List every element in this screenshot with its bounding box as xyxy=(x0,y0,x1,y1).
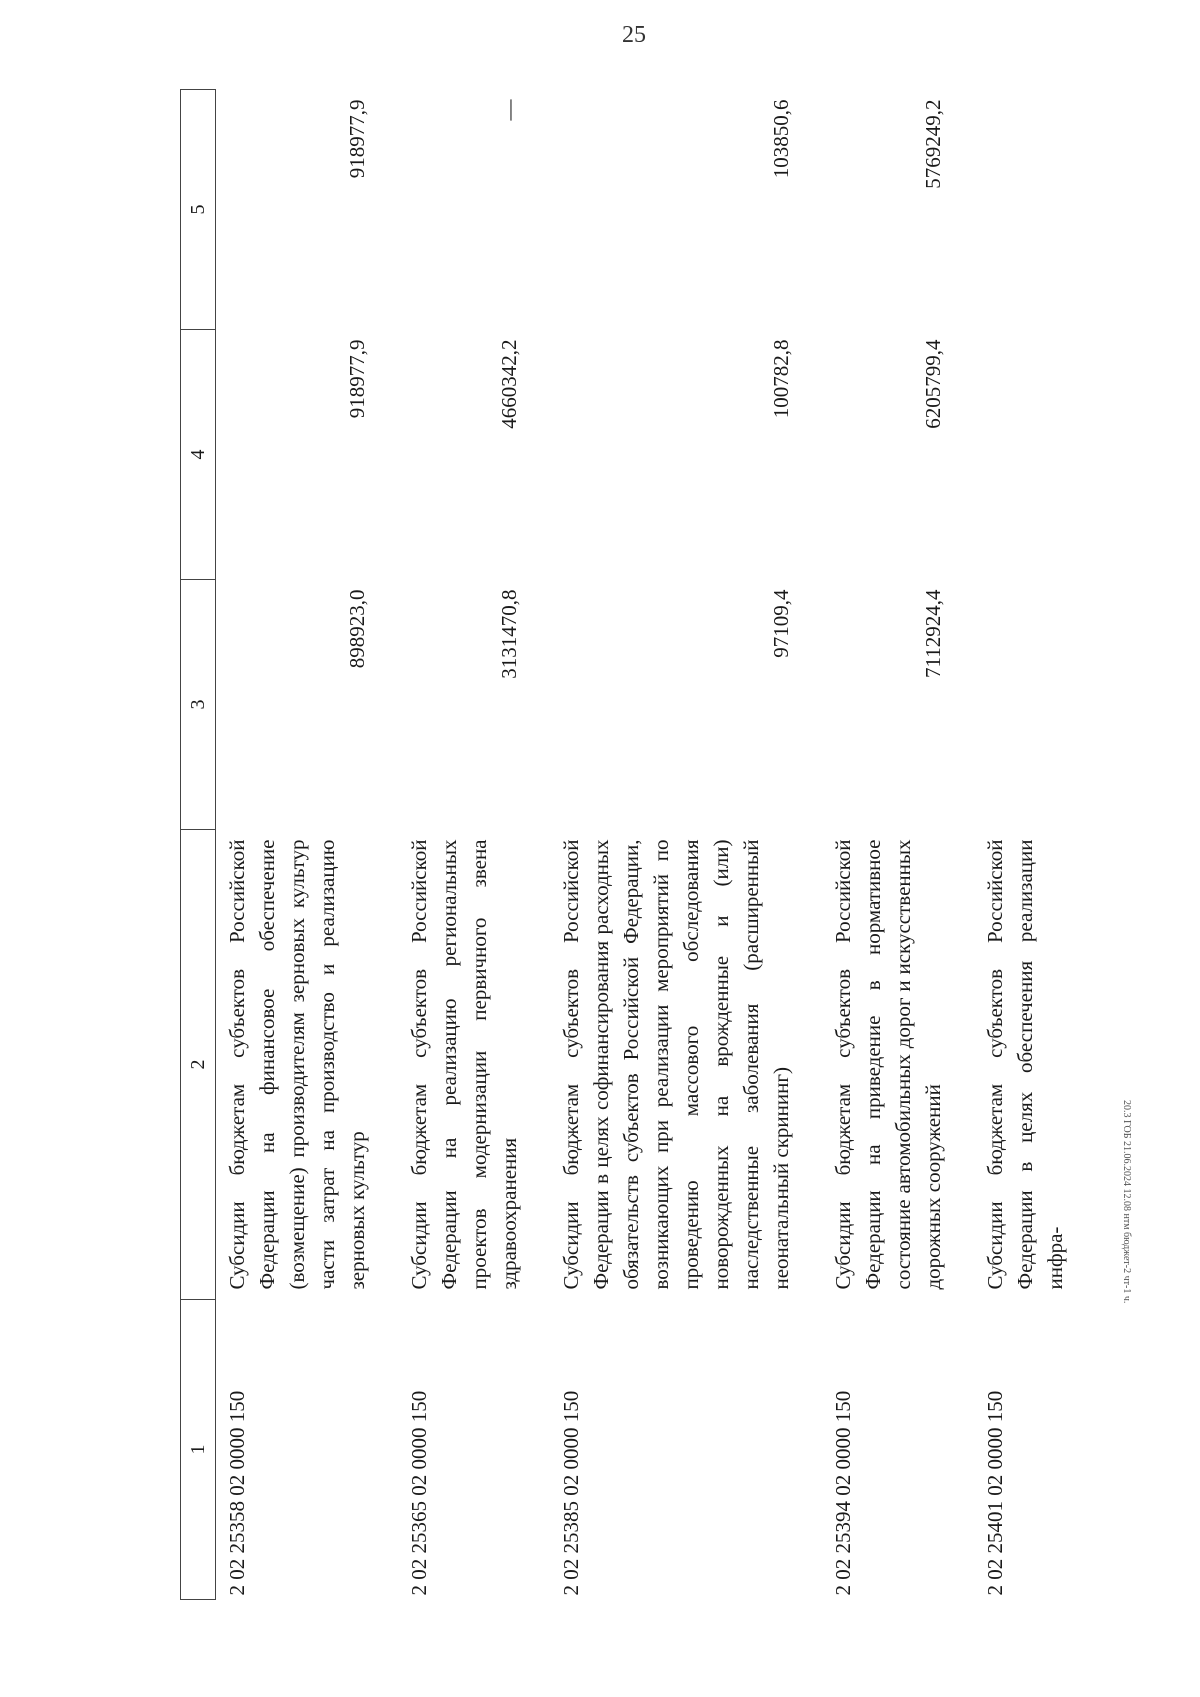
page-number: 25 xyxy=(622,22,646,48)
header-col-3: 3 xyxy=(181,580,216,830)
row-value-col4 xyxy=(974,330,1096,580)
row-value-col4: 4660342,2 xyxy=(497,339,521,429)
table-row xyxy=(398,90,550,1600)
row-value-col3: 7112924,4 xyxy=(921,589,945,678)
table-row xyxy=(216,90,399,1600)
row-value-col3: 898923,0 xyxy=(345,589,369,669)
row-value-col5: 103850,6 xyxy=(769,99,793,179)
footer-code: 20.3 ГОБ 21.06.2024 12.08 нтм бюджет-2 чт-1 ч. xyxy=(1121,1100,1132,1304)
row-code: 2 02 25358 02 0000 150 xyxy=(225,1390,249,1596)
row-value-col5: 5769249,2 xyxy=(921,99,945,189)
budget-table xyxy=(180,89,1096,1600)
row-value-col4: 918977,9 xyxy=(345,339,369,419)
table-row xyxy=(822,90,974,1600)
table-row xyxy=(550,90,822,1600)
row-code: 2 02 25394 02 0000 150 xyxy=(831,1390,855,1596)
row-name: Субсидии бюджетам субъектов Российской Федерации в целях софинансирования расходных обязательств субъектов Российской Федерации, возникающих при реализации мероприятий по проведению массового обследования новорожденных на врожденные и (или) наследственные заболевания (расширенный неонатальный скрининг) xyxy=(559,839,793,1290)
row-name: Субсидии бюджетам субъектов Российской Федерации на реализацию региональных проектов модернизации первичного звена здравоохранения xyxy=(407,839,521,1290)
header-col-2: 2 xyxy=(181,830,216,1300)
row-code: 2 02 25385 02 0000 150 xyxy=(559,1390,583,1596)
row-value-col5: — xyxy=(497,99,521,121)
header-col-1: 1 xyxy=(181,1300,216,1600)
row-value-col3: 3131470,8 xyxy=(497,589,521,679)
row-code: 2 02 25365 02 0000 150 xyxy=(407,1390,431,1596)
row-name: Субсидии бюджетам субъектов Российской Федерации на приведение в нормативное состояние автомобильных дорог и искусственных дорожных сооружений xyxy=(831,839,945,1290)
row-value-col3: 97109,4 xyxy=(769,589,793,658)
row-value-col4: 6205799,4 xyxy=(921,339,945,429)
row-value-col4: 100782,8 xyxy=(769,339,793,419)
row-value-col5 xyxy=(974,90,1096,330)
row-name: Субсидии бюджетам субъектов Российской Федерации на финансовое обеспечение (возмещение) производителям зерновых культур части затрат на производство и реализацию зерновых культур xyxy=(225,839,369,1290)
row-name: Субсидии бюджетам субъектов Российской Федерации в целях обеспечения реализации инфра- xyxy=(983,839,1067,1290)
table-row xyxy=(974,90,1096,1600)
rotated-table-sheet xyxy=(180,90,1067,1600)
table-header xyxy=(181,90,216,1600)
row-value-col5: 918977,9 xyxy=(345,99,369,179)
header-col-5: 5 xyxy=(181,90,216,330)
header-col-4: 4 xyxy=(181,330,216,580)
row-code: 2 02 25401 02 0000 150 xyxy=(983,1390,1007,1596)
row-value-col3 xyxy=(974,580,1096,830)
